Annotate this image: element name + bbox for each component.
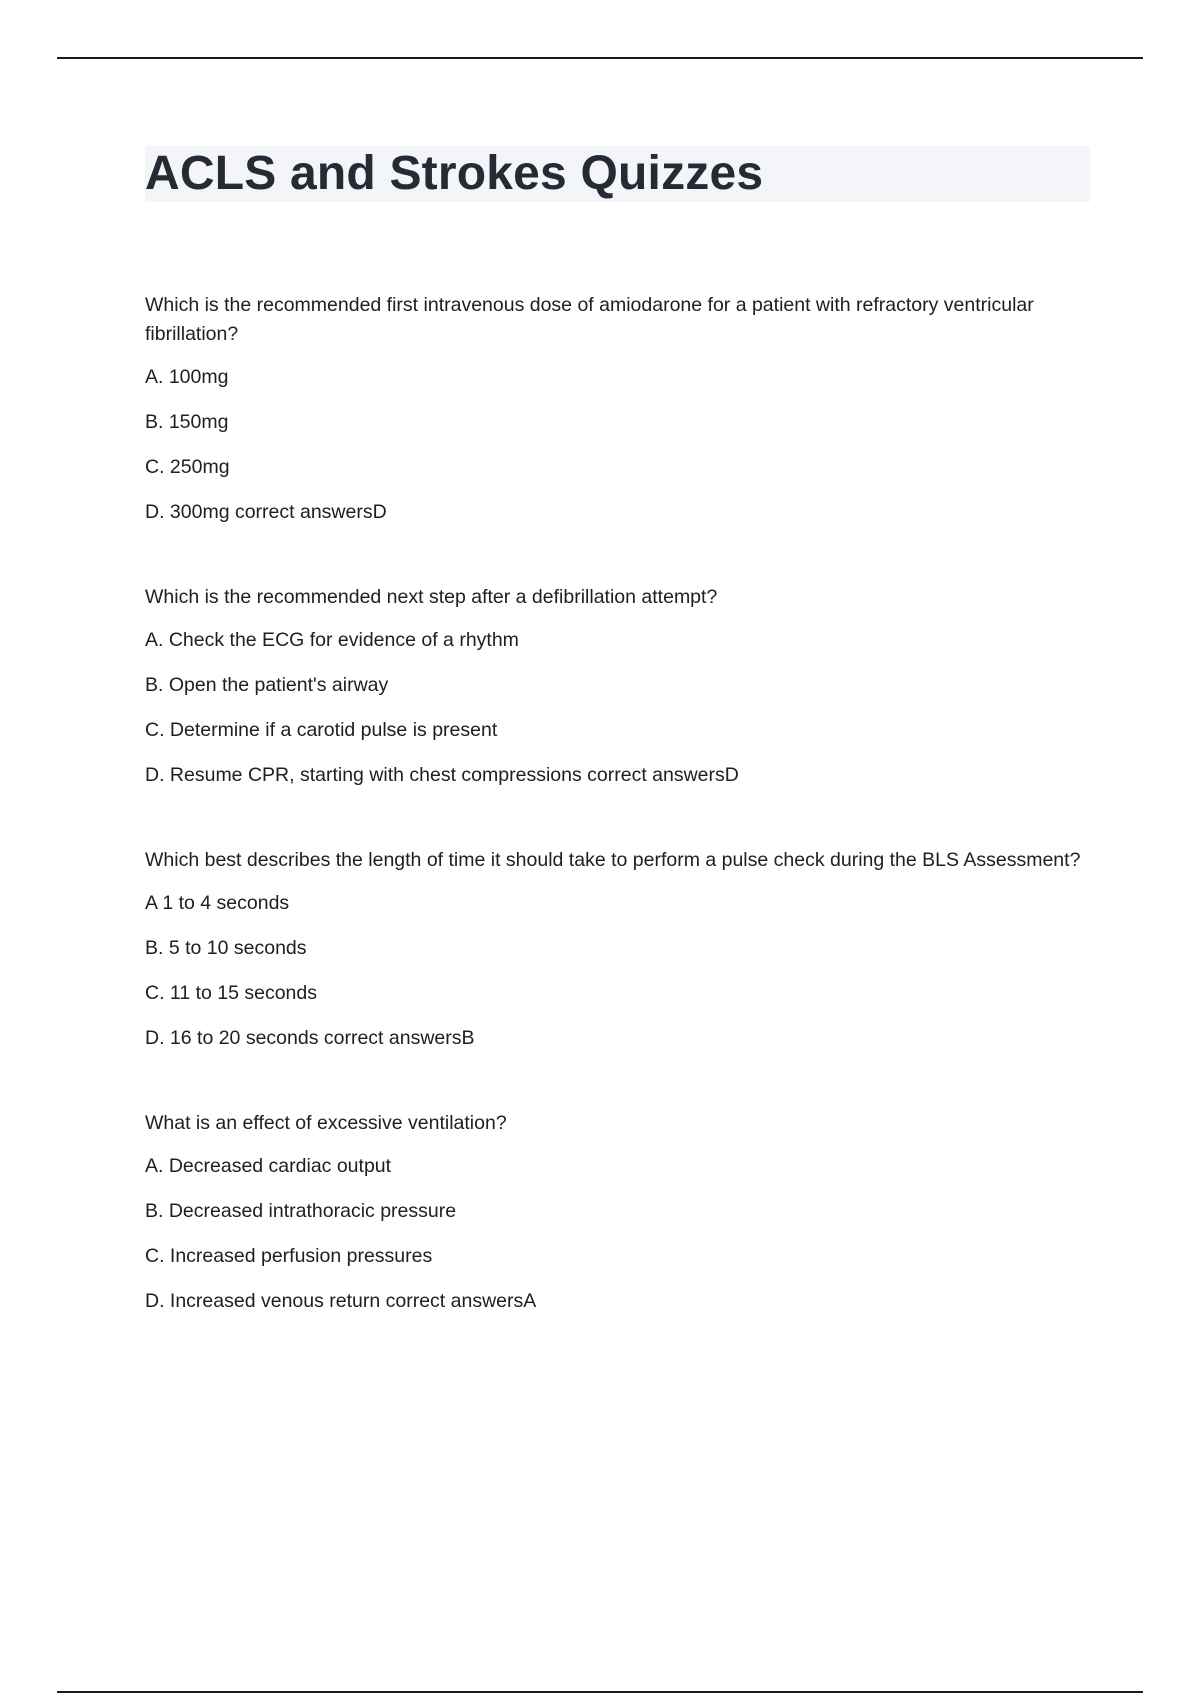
answer-option: C. 11 to 15 seconds xyxy=(145,982,317,1004)
answer-option: B. Open the patient's airway xyxy=(145,674,389,696)
answer-option: B. 150mg xyxy=(145,411,229,433)
question-text: Which is the recommended next step after a defibrillation attempt? xyxy=(145,586,718,608)
answer-option: C. Increased perfusion pressures xyxy=(145,1245,433,1267)
answer-option: B. Decreased intrathoracic pressure xyxy=(145,1200,457,1222)
question-text: What is an effect of excessive ventilation? xyxy=(145,1112,507,1134)
quiz-content xyxy=(145,291,1090,1350)
page-title: ACLS and Strokes Quizzes xyxy=(145,147,764,200)
question-block-2 xyxy=(145,583,1090,790)
question-text: Which is the recommended first intravenous dose of amiodarone for a patient with refractory ventricular fibrillation? xyxy=(145,294,1034,345)
answer-option: A. Decreased cardiac output xyxy=(145,1155,392,1177)
answer-option: C. Determine if a carotid pulse is present xyxy=(145,719,498,741)
answer-option: D. 16 to 20 seconds correct answersB xyxy=(145,1027,475,1049)
question-block-1 xyxy=(145,291,1090,527)
question-text: Which best describes the length of time it should take to perform a pulse check during the BLS Assessment? xyxy=(145,849,1081,871)
footer-rule xyxy=(57,1691,1143,1693)
answer-option: B. 5 to 10 seconds xyxy=(145,937,307,959)
answer-option: A 1 to 4 seconds xyxy=(145,892,290,914)
question-block-4 xyxy=(145,1109,1090,1316)
answer-option: A. 100mg xyxy=(145,366,229,388)
answer-option: D. 300mg correct answersD xyxy=(145,501,387,523)
answer-option: C. 250mg xyxy=(145,456,230,478)
answer-option: D. Increased venous return correct answersA xyxy=(145,1290,537,1312)
header-rule xyxy=(57,57,1143,59)
answer-option: A. Check the ECG for evidence of a rhythm xyxy=(145,629,519,651)
answer-option: D. Resume CPR, starting with chest compressions correct answersD xyxy=(145,764,739,786)
question-block-3 xyxy=(145,846,1090,1053)
